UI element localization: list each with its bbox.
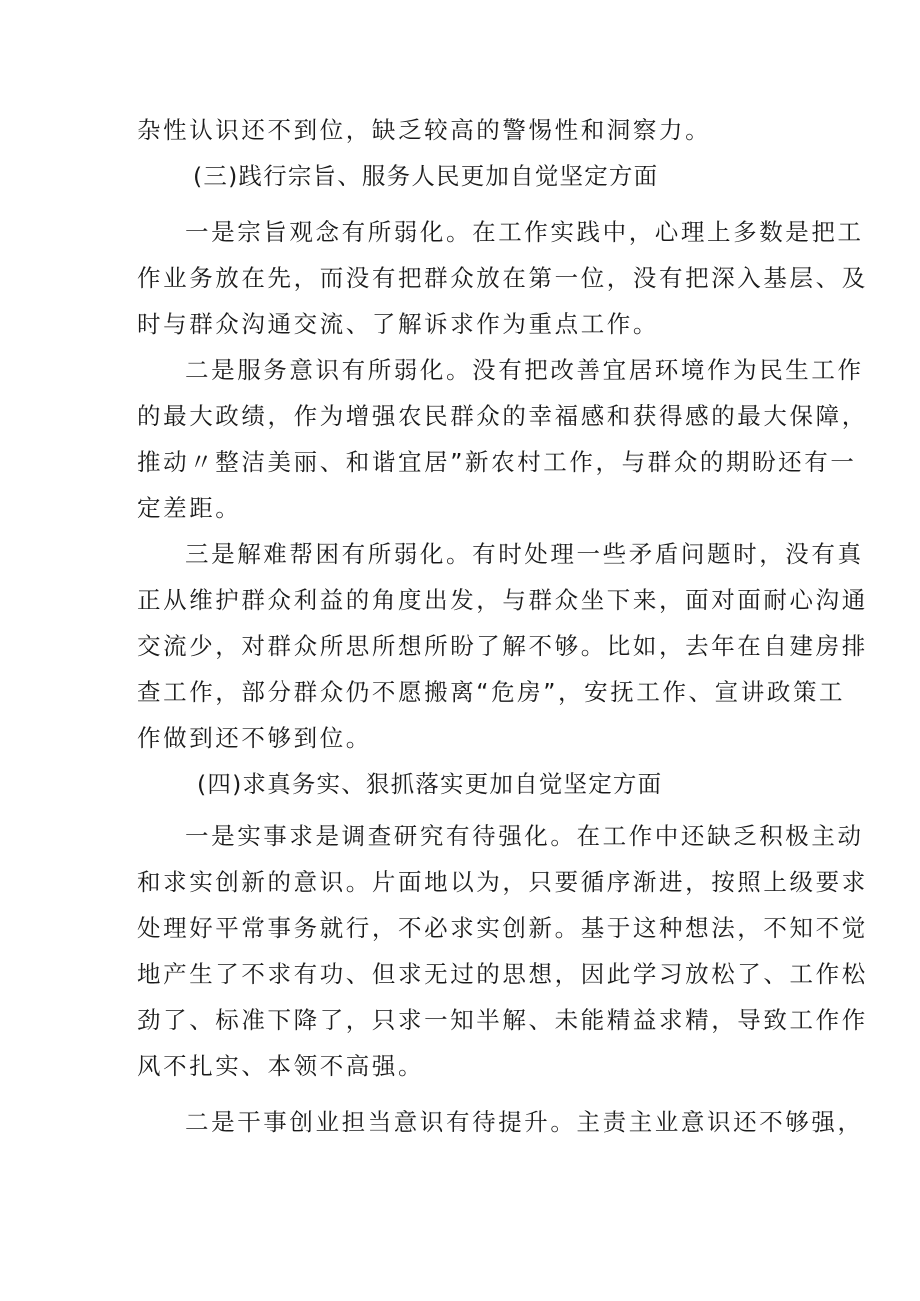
- paragraph-line: 劲了、标准下降了，只求一知半解、未能精益求精，导致工作作: [137, 1006, 868, 1034]
- paragraph-line: 一是宗旨观念有所弱化。在工作实践中，心理上多数是把工: [185, 218, 864, 246]
- paragraph-line: 作做到还不够到位。: [137, 724, 372, 752]
- paragraph-line: 推动〃整洁美丽、和谐宜居”新农村工作，与群众的期盼还有一: [137, 448, 857, 476]
- paragraph-line: 时与群众沟通交流、了解诉求作为重点工作。: [137, 310, 659, 338]
- section-heading-3: (三)践行宗旨、服务人民更加自觉坚定方面: [193, 162, 659, 190]
- paragraph-line: 的最大政绩，作为增强农民群众的幸福感和获得感的最大保障，: [137, 402, 868, 430]
- paragraph-line: 查工作，部分群众仍不愿搬离“危房”，安抚工作、宣讲政策工: [137, 678, 846, 706]
- document-body: [137, 107, 868, 1145]
- paragraph-line: 风不扎实、本领不高强。: [137, 1052, 425, 1080]
- paragraph-line: 作业务放在先，而没有把群众放在第一位，没有把深入基层、及: [137, 264, 868, 292]
- paragraph-line: 交流少，对群众所思所想所盼了解不够。比如，去年在自建房排: [137, 632, 868, 660]
- section-heading-4: (四)求真务实、狠抓落实更加自觉坚定方面: [197, 770, 663, 798]
- paragraph-line: 地产生了不求有功、但求无过的思想，因此学习放松了、工作松: [137, 960, 868, 988]
- paragraph-line: 处理好平常事务就行，不必求实创新。基于这种想法，不知不觉: [137, 914, 868, 942]
- paragraph-line: 和求实创新的意识。片面地以为，只要循序渐进，按照上级要求: [137, 868, 868, 896]
- paragraph-line: 二是服务意识有所弱化。没有把改善宜居环境作为民生工作: [185, 356, 864, 384]
- paragraph-line: 定差距。: [137, 494, 242, 522]
- paragraph-line: 正从维护群众利益的角度出发，与群众坐下来，面对面耐心沟通: [137, 586, 868, 614]
- paragraph-line: 二是干事创业担当意识有待提升。主责主业意识还不够强，: [185, 1108, 864, 1136]
- paragraph-line: 三是解难帮困有所弱化。有时处理一些矛盾问题时，没有真: [185, 540, 864, 568]
- paragraph-line: 一是实事求是调查研究有待强化。在工作中还缺乏积极主动: [185, 822, 864, 850]
- paragraph-line: 杂性认识还不到位，缺乏较高的警惕性和洞察力。: [137, 116, 712, 144]
